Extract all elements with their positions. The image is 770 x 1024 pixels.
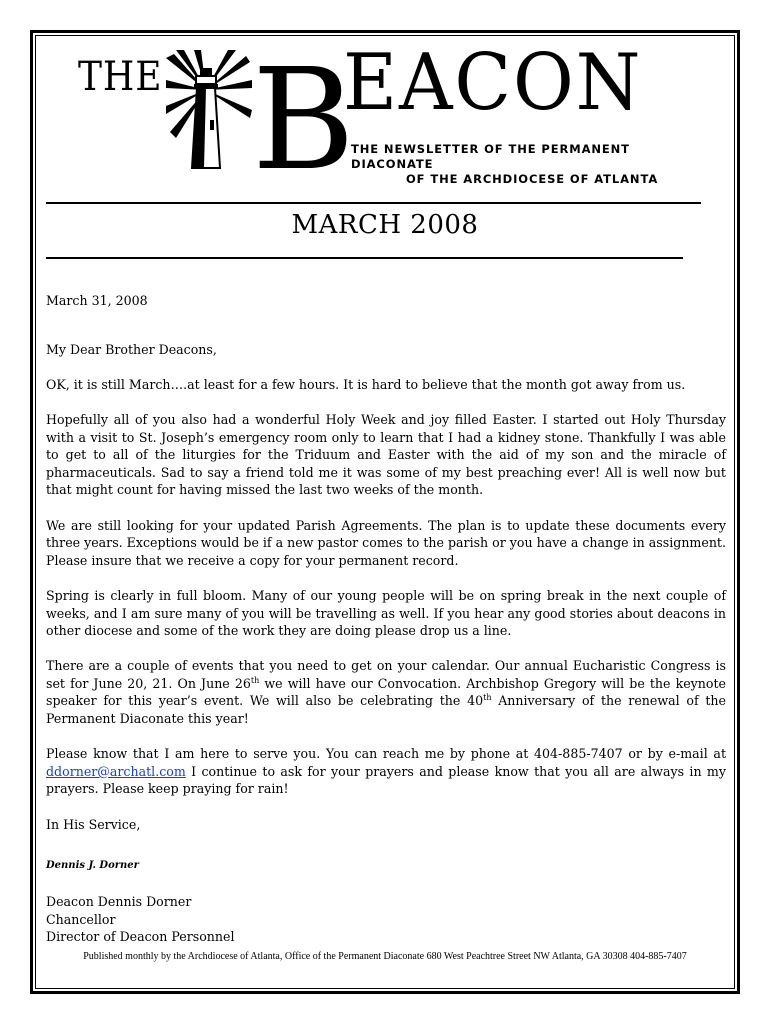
title-rule-bottom (46, 257, 683, 259)
p5-part-c: Anniversary of the renewal of the Permanent Diaconate this year! (46, 693, 726, 727)
letter-paragraph-5 (46, 657, 726, 727)
letter-paragraph-4: Spring is clearly in full bloom. Many of our young people will be on spring break in the next couple of weeks, and I am sure many of you will be travelling as well. If you hear any good stories about deacons in other diocese and some of the work they are doing please drop us a line. (46, 587, 726, 639)
p5-sup-1: th (250, 675, 260, 685)
footer-publication-info: Published monthly by the Archdiocese of Atlanta, Office of the Permanent Diaconate 680 West Peachtree Street NW Atlanta, GA 30308 404-885-7407 (83, 951, 687, 962)
lighthouse-icon (166, 50, 356, 179)
letter-paragraph-1: OK, it is still March….at least for a few hours. It is hard to believe that the month got away from us. (46, 376, 686, 392)
masthead-subtitle-line2: OF THE ARCHDIOCESE OF ATLANTA (406, 172, 659, 186)
p6-part-a: Please know that I am here to serve you. You can reach me by phone at 404-885-7407 or by e-mail at (46, 746, 726, 762)
masthead-subtitle (351, 142, 698, 187)
sig-title-director: Director of Deacon Personnel (46, 929, 235, 945)
p5-part-b: we will have our Convocation. Archbishop Gregory will be the keynote speaker for this year’s event. We will also be celebrating the 40 (46, 675, 726, 709)
sig-name: Deacon Dennis Dorner (46, 894, 192, 909)
letter-body (46, 292, 726, 851)
letter-closing: In His Service, (46, 816, 141, 832)
masthead (78, 38, 698, 186)
p5-sup-2: th (483, 693, 492, 703)
p6-part-b: I continue to ask for your prayers and please know that you all are always in my prayers. Please keep praying for rain! (46, 763, 726, 797)
masthead-eacon: EACON (343, 38, 643, 128)
letter-salutation: My Dear Brother Deacons, (46, 341, 217, 357)
masthead-subtitle-line1: THE NEWSLETTER OF THE PERMANENT DIACONATE (351, 142, 630, 171)
letter-date: March 31, 2008 (46, 293, 148, 308)
email-link[interactable]: ddorner@archatl.com (46, 763, 186, 779)
signature-block (46, 893, 235, 946)
letter-paragraph-6 (46, 745, 726, 798)
handwritten-signature: Dennis J. Dorner (46, 860, 139, 871)
issue-title: MARCH 2008 (291, 210, 479, 240)
letter-paragraph-3: We are still looking for your updated Parish Agreements. The plan is to update these documents every three years. Exceptions would be if a new pastor comes to the parish or you have a change in assignment. Please insure that we receive a copy for your permanent record. (46, 517, 726, 568)
masthead-b: B (252, 50, 355, 175)
masthead-the: THE (78, 54, 163, 100)
title-rule-top (46, 202, 701, 204)
sig-title-chancellor: Chancellor (46, 911, 116, 927)
p5-part-a: There are a couple of events that you need to get on your calendar. Our annual Eucharistic Congress is set for June 20, 21. On June 26 (46, 658, 726, 691)
letter-paragraph-2: Hopefully all of you also had a wonderful Holy Week and joy filled Easter. I started out Holy Thursday with a visit to St. Joseph’s emergency room only to learn that I had a kidney stone. Thankfully I was able to get to all of the liturgies for the Triduum and Easter with the aid of my son and the miracle of pharmaceuticals. Sad to say a friend told me it was some of my best preaching ever! All is well now but that might count for having missed the last two weeks of the month. (46, 411, 726, 498)
